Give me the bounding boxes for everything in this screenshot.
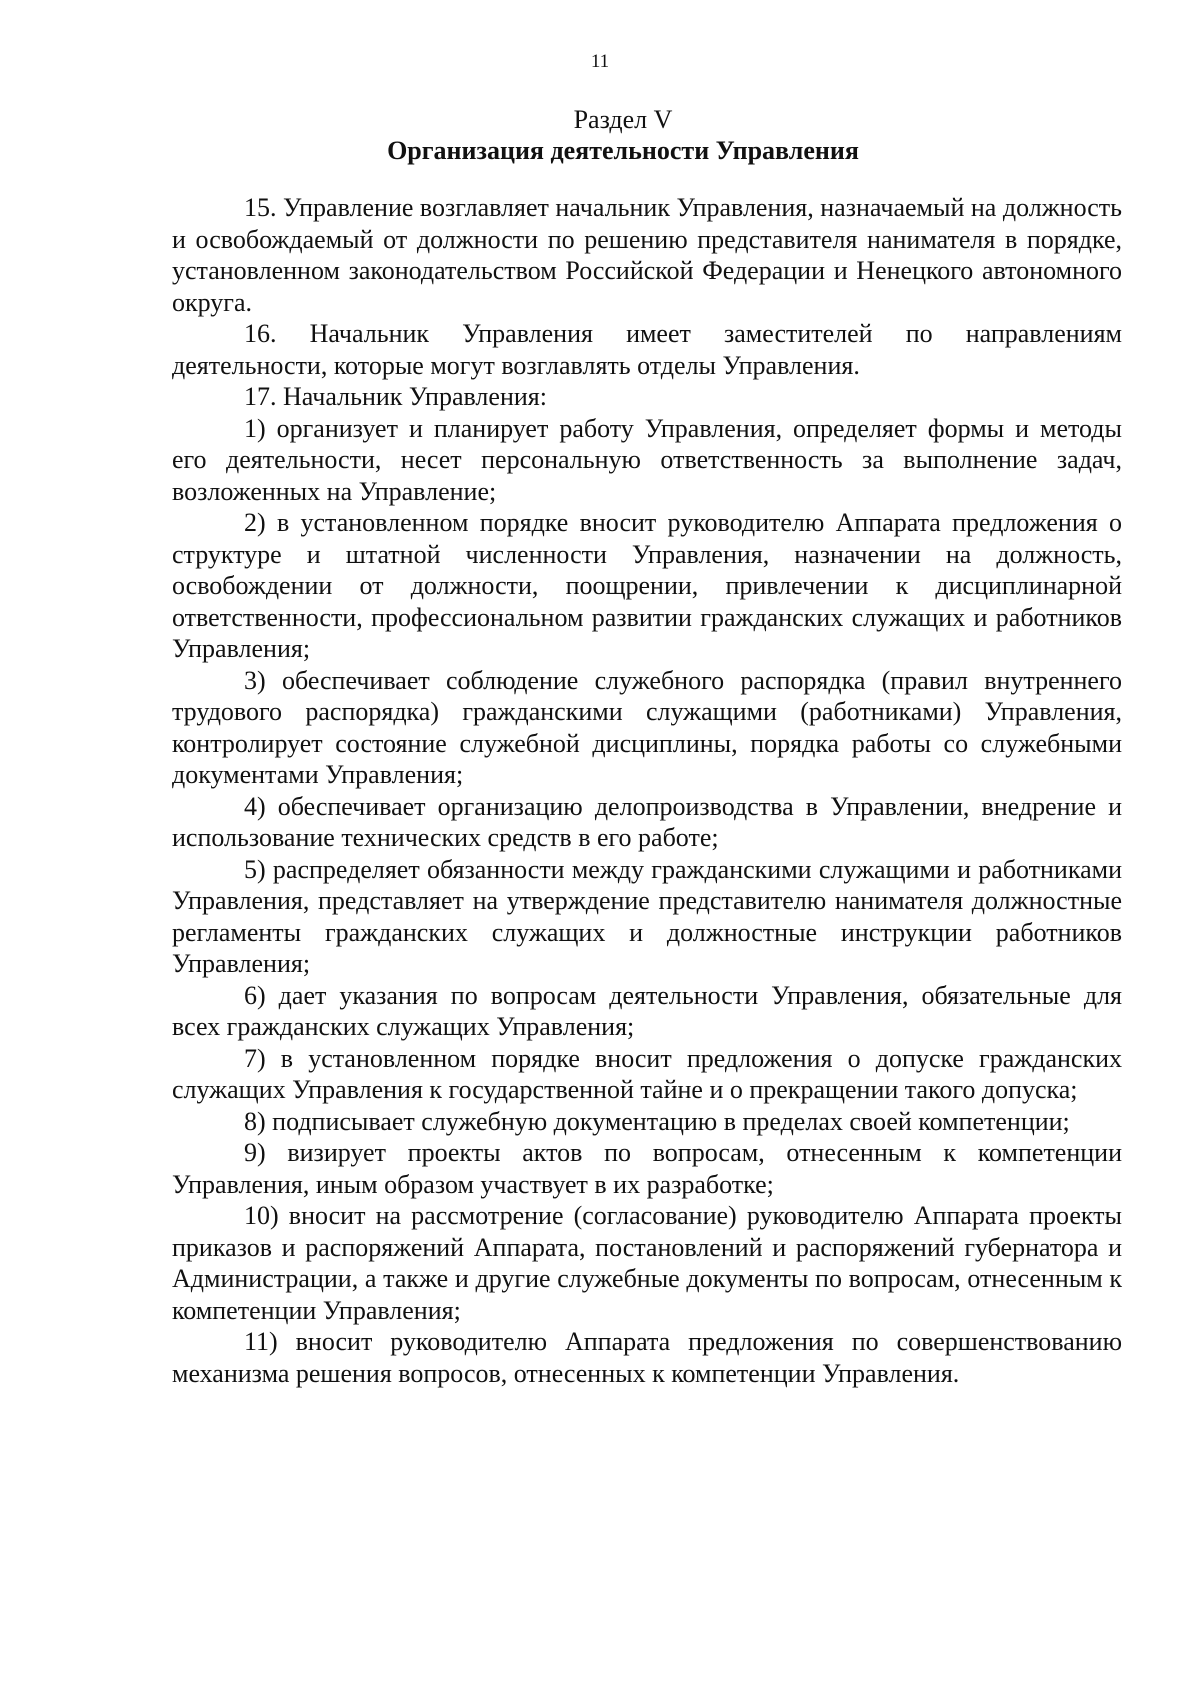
list-item-3: 3) обеспечивает соблюдение служебного распорядка (правил внутреннего трудового распорядка) гражданскими служащими (работниками) Управления, контролирует состояние служебной дисциплины, порядка работы со служебными документами Управления; xyxy=(172,665,1122,789)
list-item-11: 11) вносит руководителю Аппарата предложения по совершенствованию механизма решения вопросов, отнесенных к компетенции Управления. xyxy=(172,1327,1122,1388)
list-item-7: 7) в установленном порядке вносит предложения о допуске гражданских служащих Управления к государственной тайне и о прекращении такого допуска; xyxy=(172,1043,1122,1104)
paragraph-16: 16. Начальник Управления имеет заместителей по направлениям деятельности, которые могут возглавлять отделы Управления. xyxy=(172,319,1122,380)
paragraph-15: 15. Управление возглавляет начальник Управления, назначаемый на должность и освобождаемый от должности по решению представителя нанимателя в порядке, установленном законодательством Российской Федерации и Ненецкого автономного округа. xyxy=(172,193,1122,317)
list-item-9: 9) визирует проекты актов по вопросам, отнесенным к компетенции Управления, иным образом участвует в их разработке; xyxy=(172,1138,1122,1199)
paragraph-17: 17. Начальник Управления: xyxy=(244,382,547,411)
list-item-6: 6) дает указания по вопросам деятельности Управления, обязательные для всех гражданских служащих Управления; xyxy=(172,980,1122,1041)
list-item-10: 10) вносит на рассмотрение (согласование) руководителю Аппарата проекты приказов и распоряжений Аппарата, постановлений и распоряжений губернатора и Администрации, а также и другие служебные документы по вопросам, отнесенным к компетенции Управления; xyxy=(172,1201,1122,1325)
section-title: Организация деятельности Управления xyxy=(387,136,859,165)
list-item-5: 5) распределяет обязанности между гражданскими служащими и работниками Управления, представляет на утверждение представителю нанимателя должностные регламенты гражданских служащих и должностные инструкции работников Управления; xyxy=(172,854,1122,978)
list-item-8: 8) подписывает служебную документацию в пределах своей компетенции; xyxy=(244,1106,1070,1136)
list-item-4: 4) обеспечивает организацию делопроизводства в Управлении, внедрение и использование технических средств в его работе; xyxy=(172,791,1122,852)
list-item-1: 1) организует и планирует работу Управления, определяет формы и методы его деятельности, несет персональную ответственность за выполнение задач, возложенных на Управление; xyxy=(172,413,1122,506)
page-number: 11 xyxy=(590,51,610,72)
section-label: Раздел V xyxy=(573,105,673,134)
list-item-2: 2) в установленном порядке вносит руководителю Аппарата предложения о структуре и штатной численности Управления, назначении на должность, освобождении от должности, поощрении, привлечении к дисциплинарной ответственности, профессиональном развитии гражданских служащих и работников Управления; xyxy=(172,508,1122,663)
document-body xyxy=(172,192,1122,1389)
